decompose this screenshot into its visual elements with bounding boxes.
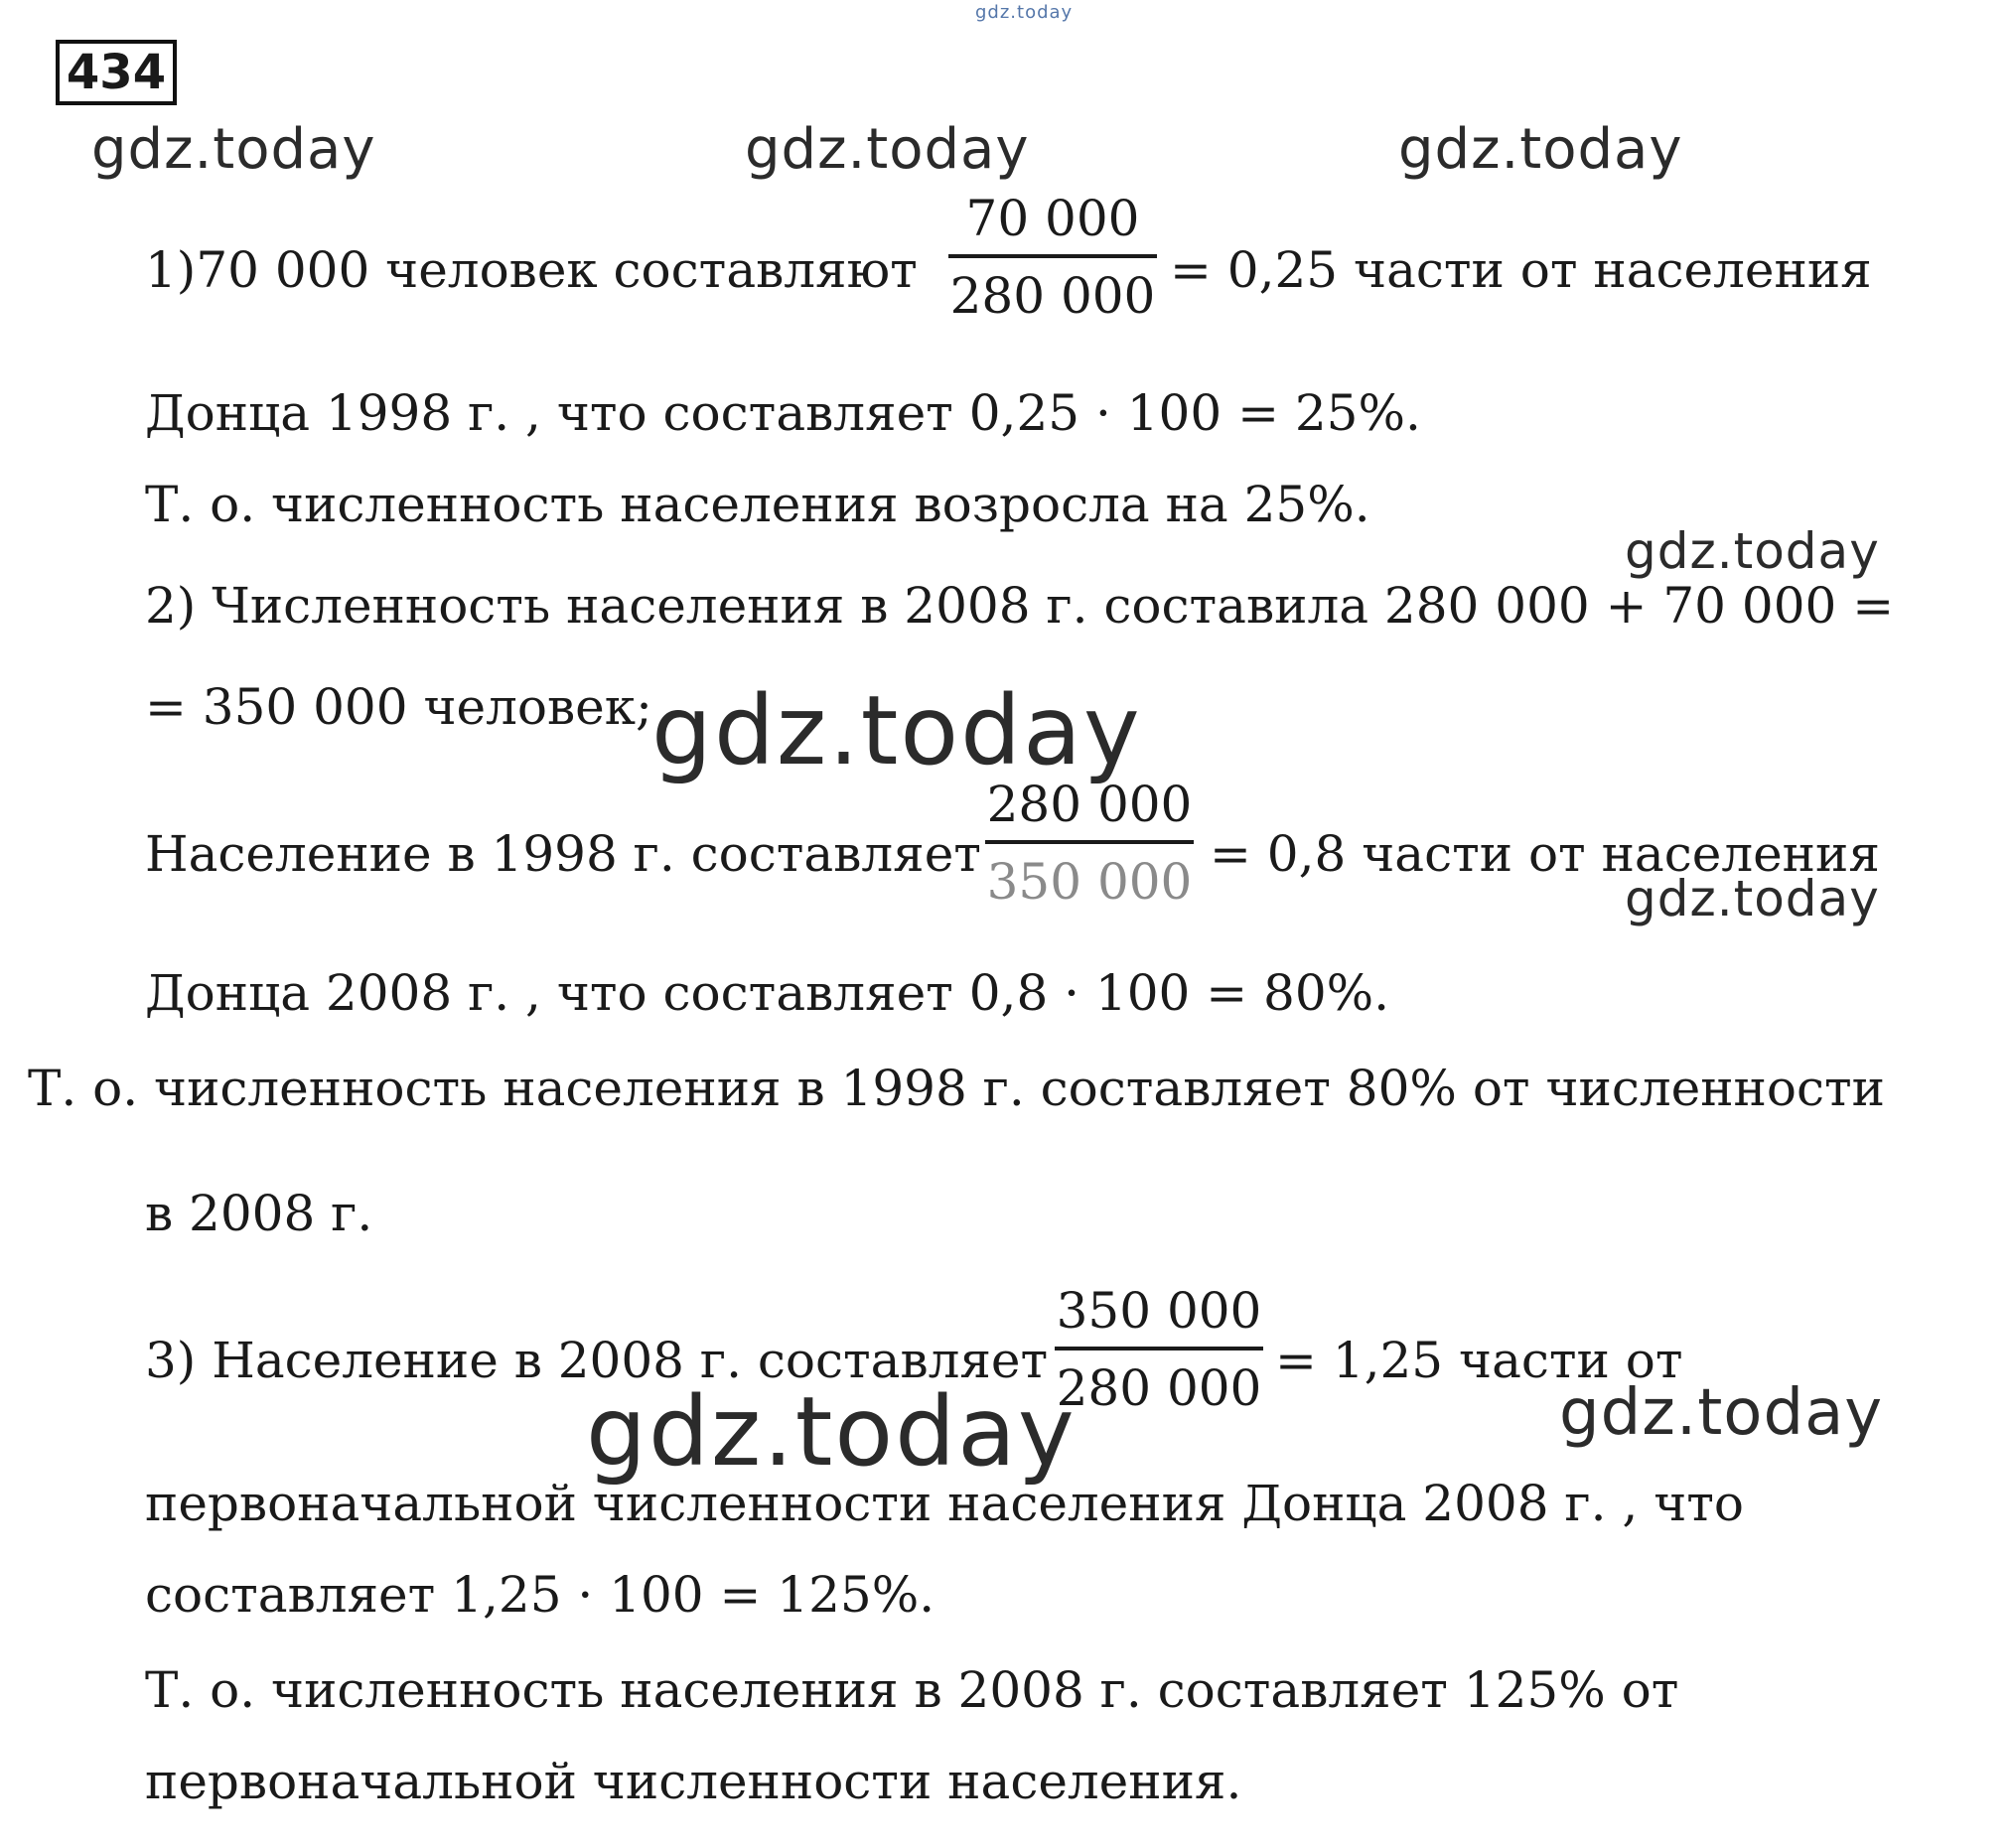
fraction-3-numerator: 350 000 — [1056, 1282, 1262, 1340]
solution-line-14: первоначальной численности населения. — [145, 1753, 1242, 1810]
solution-line-1-prefix: 1)70 000 человек составляют — [145, 241, 918, 299]
solution-line-5: = 350 000 человек; — [145, 678, 652, 736]
solution-line-7: Донца 2008 г. , что составляет 0,8 · 100 = 80%. — [145, 964, 1390, 1022]
fraction-1-numerator: 70 000 — [965, 190, 1140, 247]
watermark-5: gdz.today — [651, 675, 1142, 786]
solution-line-8: Т. о. численность населения в 1998 г. составляет 80% от численности — [28, 1060, 1885, 1117]
watermark-6: gdz.today — [1625, 870, 1880, 927]
fraction-2-bar — [985, 840, 1194, 844]
solution-line-13: Т. о. численность населения в 2008 г. составляет 125% от — [145, 1661, 1679, 1719]
task-number-box: 434 — [56, 40, 177, 105]
fraction-1-denominator: 280 000 — [949, 267, 1156, 325]
watermark-4: gdz.today — [1625, 522, 1880, 580]
solution-line-10-prefix: 3) Население в 2008 г. составляет — [145, 1332, 1049, 1389]
watermark-3: gdz.today — [1398, 117, 1683, 182]
solution-line-2: Донца 1998 г. , что составляет 0,25 · 100 = 25%. — [145, 384, 1421, 442]
solution-line-4: 2) Численность населения в 2008 г. составила 280 000 + 70 000 = — [145, 577, 1895, 635]
solution-line-6-prefix: Население в 1998 г. составляет — [145, 825, 981, 883]
fraction-1 — [948, 191, 1157, 324]
fraction-3 — [1055, 1283, 1263, 1416]
watermark-1: gdz.today — [91, 117, 376, 182]
watermark-2: gdz.today — [745, 117, 1030, 182]
fraction-1-bar — [948, 254, 1157, 258]
solution-line-3: Т. о. численность населения возросла на 25%. — [145, 476, 1370, 533]
solution-line-12: составляет 1,25 · 100 = 125%. — [145, 1566, 935, 1624]
fraction-3-bar — [1055, 1347, 1263, 1350]
solution-line-6-suffix: = 0,8 части от населения — [1210, 825, 1880, 883]
watermark-8: gdz.today — [1559, 1376, 1884, 1450]
fraction-2-numerator: 280 000 — [986, 776, 1193, 833]
solution-line-10-suffix: = 1,25 части от — [1275, 1332, 1683, 1389]
fraction-2 — [985, 777, 1194, 910]
solution-line-1-suffix: = 0,25 части от населения — [1170, 241, 1872, 299]
watermark-top-small: gdz.today — [975, 2, 1074, 23]
watermark-7: gdz.today — [586, 1376, 1077, 1488]
fraction-3-denominator: 280 000 — [1056, 1359, 1262, 1417]
solution-line-11: первоначальной численности населения Донца 2008 г. , что — [145, 1475, 1745, 1532]
fraction-2-denominator: 350 000 — [986, 853, 1193, 911]
solution-line-9: в 2008 г. — [145, 1185, 373, 1242]
